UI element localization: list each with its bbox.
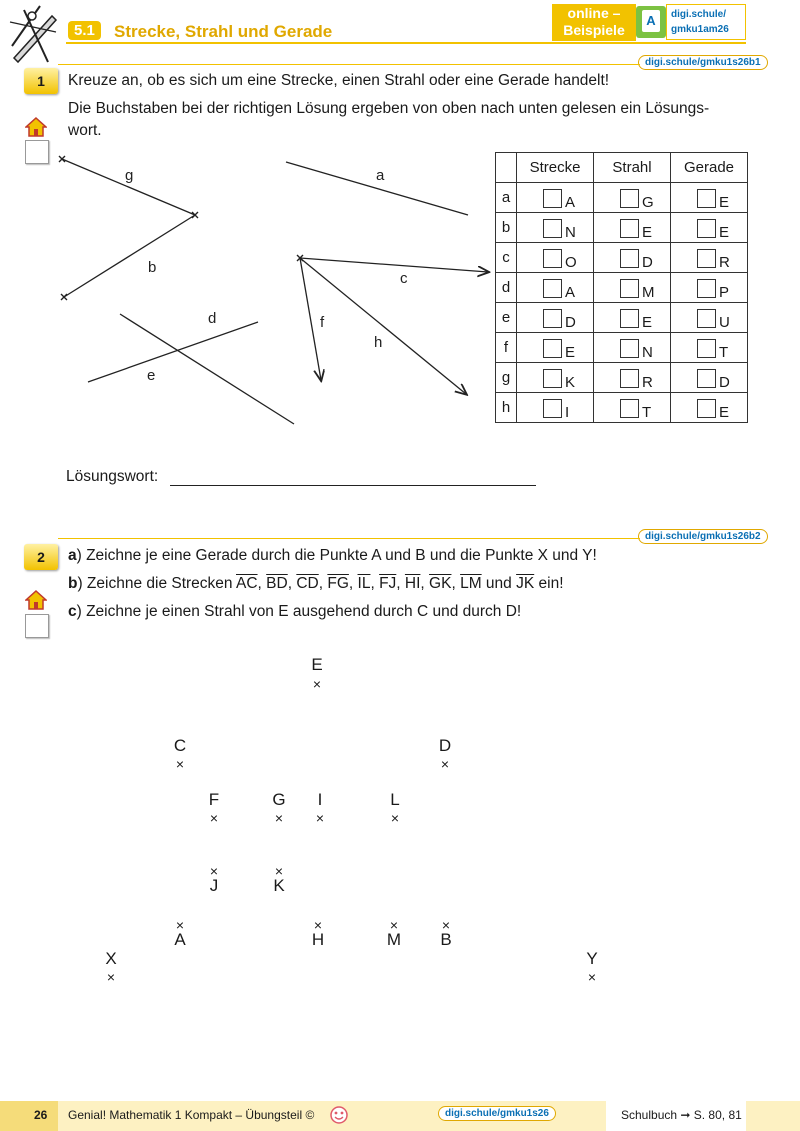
task1-instruction-line1: Kreuze an, ob es sich um eine Strecke, einen Strahl oder eine Gerade handelt!: [68, 72, 610, 89]
row-label: f: [496, 333, 517, 363]
segment-label: $\overline{HI}$: [404, 575, 421, 592]
row-label: g: [496, 363, 517, 393]
point-label: H: [311, 930, 325, 949]
segment-label: $\overline{AC}$: [236, 575, 258, 592]
row-label: e: [496, 303, 517, 333]
answer-table: [495, 152, 748, 423]
segment-label: $\overline{LM}$: [460, 575, 482, 592]
point-label: A: [174, 930, 186, 949]
answer-checkbox[interactable]: [697, 279, 716, 298]
part-c-text: ) Zeichne je einen Strahl von E ausgehend durch C und durch D!: [76, 603, 522, 620]
answer-checkbox[interactable]: [620, 309, 639, 328]
option-letter: E: [642, 314, 653, 331]
label-a: a: [376, 167, 385, 184]
header-strecke: Strecke: [517, 153, 594, 183]
homework-checkbox[interactable]: [25, 614, 49, 638]
point-label: K: [273, 876, 285, 895]
task2-part-a: [68, 545, 597, 567]
option-cell[interactable]: [671, 393, 748, 423]
table-row: [496, 213, 748, 243]
answer-checkbox[interactable]: [620, 249, 639, 268]
row-label: a: [496, 183, 517, 213]
answer-checkbox[interactable]: [620, 369, 639, 388]
option-letter: M: [642, 284, 655, 301]
option-letter: U: [719, 314, 730, 331]
homework-house-icon: [25, 589, 47, 611]
option-letter: P: [719, 284, 730, 301]
option-letter: A: [565, 194, 576, 211]
lines-figure: [0, 140, 500, 440]
footer-link[interactable]: digi.schule/gmku1s26: [438, 1106, 556, 1121]
solution-word-line[interactable]: [170, 485, 536, 486]
point-cross: ×: [587, 969, 597, 985]
point-cross: ×: [441, 917, 451, 933]
option-letter: T: [642, 404, 652, 421]
online-link-line1: digi.schule/: [671, 9, 727, 20]
option-letter: D: [719, 374, 730, 391]
option-letter: E: [719, 404, 730, 421]
option-cell[interactable]: [517, 393, 594, 423]
option-letter: K: [565, 374, 576, 391]
option-letter: D: [642, 254, 653, 271]
online-link[interactable]: [666, 4, 746, 40]
answer-checkbox[interactable]: [697, 219, 716, 238]
line-d: [88, 322, 258, 382]
option-cell[interactable]: [671, 183, 748, 213]
option-cell[interactable]: [671, 333, 748, 363]
label-f: f: [320, 314, 325, 331]
ray-h: [300, 258, 466, 394]
task2-rule: [58, 538, 640, 539]
option-letter: I: [565, 404, 570, 421]
footer-book-title: Genial! Mathematik 1 Kompakt – Übungsteil ©: [68, 1108, 315, 1122]
option-cell[interactable]: [517, 273, 594, 303]
option-cell[interactable]: [671, 303, 748, 333]
option-letter: T: [719, 344, 729, 361]
point-cross: ×: [175, 917, 185, 933]
point-label: I: [317, 790, 323, 809]
answer-checkbox[interactable]: [543, 309, 562, 328]
segment-label: $\overline{GK}$: [429, 575, 452, 592]
answer-checkbox[interactable]: [543, 279, 562, 298]
option-letter: G: [642, 194, 654, 211]
point-label: X: [105, 949, 117, 968]
answer-checkbox[interactable]: [697, 249, 716, 268]
row-label: b: [496, 213, 517, 243]
point-cross: ×: [389, 917, 399, 933]
point-label: C: [173, 736, 187, 755]
point-cross: ×: [312, 676, 322, 692]
point-cross: ×: [274, 810, 284, 826]
point-label: Y: [586, 949, 598, 968]
answer-checkbox[interactable]: [620, 399, 639, 418]
point-label: F: [208, 790, 220, 809]
homework-house-icon: [25, 116, 47, 138]
option-letter: R: [719, 254, 730, 271]
section-title: Strecke, Strahl und Gerade: [114, 22, 333, 41]
answer-checkbox[interactable]: [620, 279, 639, 298]
table-row: [496, 183, 748, 213]
point-cross: ×: [274, 863, 284, 879]
option-letter: N: [565, 224, 576, 241]
answer-checkbox[interactable]: [697, 339, 716, 358]
ray-f: [300, 258, 321, 380]
header-rule: [66, 42, 746, 44]
table-corner-cell: [496, 153, 517, 183]
option-cell[interactable]: [594, 213, 671, 243]
option-cell[interactable]: [671, 213, 748, 243]
table-header-row: [496, 153, 748, 183]
footer-textbook-ref: Schulbuch ➞ S. 80, 81: [621, 1108, 742, 1122]
task2-number: 2: [24, 544, 58, 570]
option-cell[interactable]: [594, 183, 671, 213]
segment-b: [64, 215, 195, 297]
table-row: [496, 393, 748, 423]
option-letter: A: [565, 284, 576, 301]
online-link-line2: gmku1am26: [671, 24, 729, 35]
point-label: J: [209, 876, 219, 895]
task2-part-c: [68, 601, 521, 623]
table-row: [496, 363, 748, 393]
point-label: E: [311, 655, 323, 674]
option-cell[interactable]: [517, 213, 594, 243]
option-cell[interactable]: [594, 363, 671, 393]
point-label: B: [440, 930, 452, 949]
answer-checkbox[interactable]: [697, 309, 716, 328]
option-cell[interactable]: [594, 243, 671, 273]
publisher-logo-icon: [329, 1105, 349, 1125]
segment-label: $\overline{FJ}$: [379, 575, 397, 592]
option-letter: E: [642, 224, 653, 241]
part-b-end: ein!: [534, 575, 564, 592]
option-cell[interactable]: [671, 363, 748, 393]
option-cell[interactable]: [517, 183, 594, 213]
label-c: c: [400, 270, 408, 287]
option-cell[interactable]: [517, 303, 594, 333]
row-label: h: [496, 393, 517, 423]
label-e: e: [147, 367, 156, 384]
option-cell[interactable]: [671, 273, 748, 303]
answer-checkbox[interactable]: [620, 339, 639, 358]
table-row: [496, 273, 748, 303]
page-number-box: [0, 1101, 58, 1131]
point-cross: ×: [390, 810, 400, 826]
part-b-label: b: [68, 575, 78, 592]
label-g: g: [125, 167, 134, 184]
segment-label: $\overline{JK}$: [516, 575, 535, 592]
option-letter: N: [642, 344, 653, 361]
answer-checkbox[interactable]: [697, 369, 716, 388]
option-cell[interactable]: [594, 303, 671, 333]
option-letter: D: [565, 314, 576, 331]
page-number: 26: [34, 1108, 48, 1122]
point-cross: ×: [440, 756, 450, 772]
option-cell[interactable]: [671, 243, 748, 273]
solution-word-label: Lösungswort:: [66, 468, 159, 485]
option-letter: R: [642, 374, 653, 391]
compass-logo-icon: [4, 2, 62, 64]
part-c-label: c: [68, 603, 77, 620]
answer-checkbox[interactable]: [543, 339, 562, 358]
point-cross: ×: [175, 756, 185, 772]
table-row: [496, 303, 748, 333]
answer-checkbox[interactable]: [620, 219, 639, 238]
answer-checkbox[interactable]: [543, 189, 562, 208]
app-icon: A: [636, 6, 666, 38]
option-letter: O: [565, 254, 577, 271]
option-cell[interactable]: [594, 273, 671, 303]
cross-mark: [61, 294, 67, 300]
cross-mark: [59, 156, 65, 162]
segment-label: $\overline{FG}$: [327, 575, 349, 592]
label-d: d: [208, 310, 217, 327]
point-cross: ×: [209, 810, 219, 826]
answer-checkbox[interactable]: [697, 189, 716, 208]
segment-label: $\overline{IL}$: [357, 575, 371, 592]
header-gerade: Gerade: [671, 153, 748, 183]
answer-checkbox[interactable]: [697, 399, 716, 418]
segment-label: $\overline{BD}$: [266, 575, 288, 592]
answer-checkbox[interactable]: [543, 219, 562, 238]
point-label: L: [390, 790, 400, 809]
answer-checkbox[interactable]: [620, 189, 639, 208]
section-number: 5.1: [68, 21, 101, 40]
part-b-text: ) Zeichne die Strecken: [77, 575, 236, 592]
task1-rule: [58, 64, 640, 65]
option-letter: E: [565, 344, 576, 361]
task1-number: 1: [24, 68, 58, 94]
segment-label: $\overline{CD}$: [296, 575, 319, 592]
point-cross: ×: [313, 917, 323, 933]
option-cell[interactable]: [517, 363, 594, 393]
header-strahl: Strahl: [594, 153, 671, 183]
point-label: M: [386, 930, 402, 949]
task2-part-b: b) Zeichne die Strecken $\overline{AC}$, $\overline{BD}$, $\overline{CD}$, $\overline{FG}$, $\overline{IL}$, $\overline{FJ}$, $\overline{HI}$, $\overline{GK}$, $\overline{LM}$ und $\overline{JK}$ ein!: [68, 575, 564, 592]
point-label: D: [438, 736, 452, 755]
task1-instruction-line2: Die Buchstaben bei der richtigen Lösung ergeben von oben nach unten gelesen ein Lösungs-: [68, 100, 710, 117]
online-label-line1: online –: [567, 5, 621, 21]
table-row: [496, 243, 748, 273]
task2-link[interactable]: digi.schule/gmku1s26b2: [638, 529, 768, 544]
answer-checkbox[interactable]: [543, 249, 562, 268]
ray-c: [300, 258, 488, 272]
task1-link[interactable]: digi.schule/gmku1s26b1: [638, 55, 768, 70]
option-cell[interactable]: [594, 333, 671, 363]
answer-checkbox[interactable]: [543, 399, 562, 418]
online-label-line2: Beispiele: [563, 22, 625, 38]
point-label: G: [272, 790, 286, 809]
option-letter: E: [719, 224, 730, 241]
part-a-text: ) Zeichne je eine Gerade durch die Punkte A und B und die Punkte X und Y!: [76, 547, 597, 564]
point-cross: ×: [315, 810, 325, 826]
option-letter: E: [719, 194, 730, 211]
option-cell[interactable]: [517, 243, 594, 273]
cross-mark: [192, 212, 198, 218]
answer-checkbox[interactable]: [543, 369, 562, 388]
row-label: c: [496, 243, 517, 273]
row-label: d: [496, 273, 517, 303]
option-cell[interactable]: [594, 393, 671, 423]
label-b: b: [148, 259, 157, 276]
label-h: h: [374, 334, 383, 351]
point-cross: ×: [106, 969, 116, 985]
task1-instruction-line3: wort.: [68, 122, 102, 139]
point-cross: ×: [209, 863, 219, 879]
option-cell[interactable]: [517, 333, 594, 363]
part-a-label: a: [68, 547, 77, 564]
table-row: [496, 333, 748, 363]
online-examples-label: [552, 4, 636, 41]
